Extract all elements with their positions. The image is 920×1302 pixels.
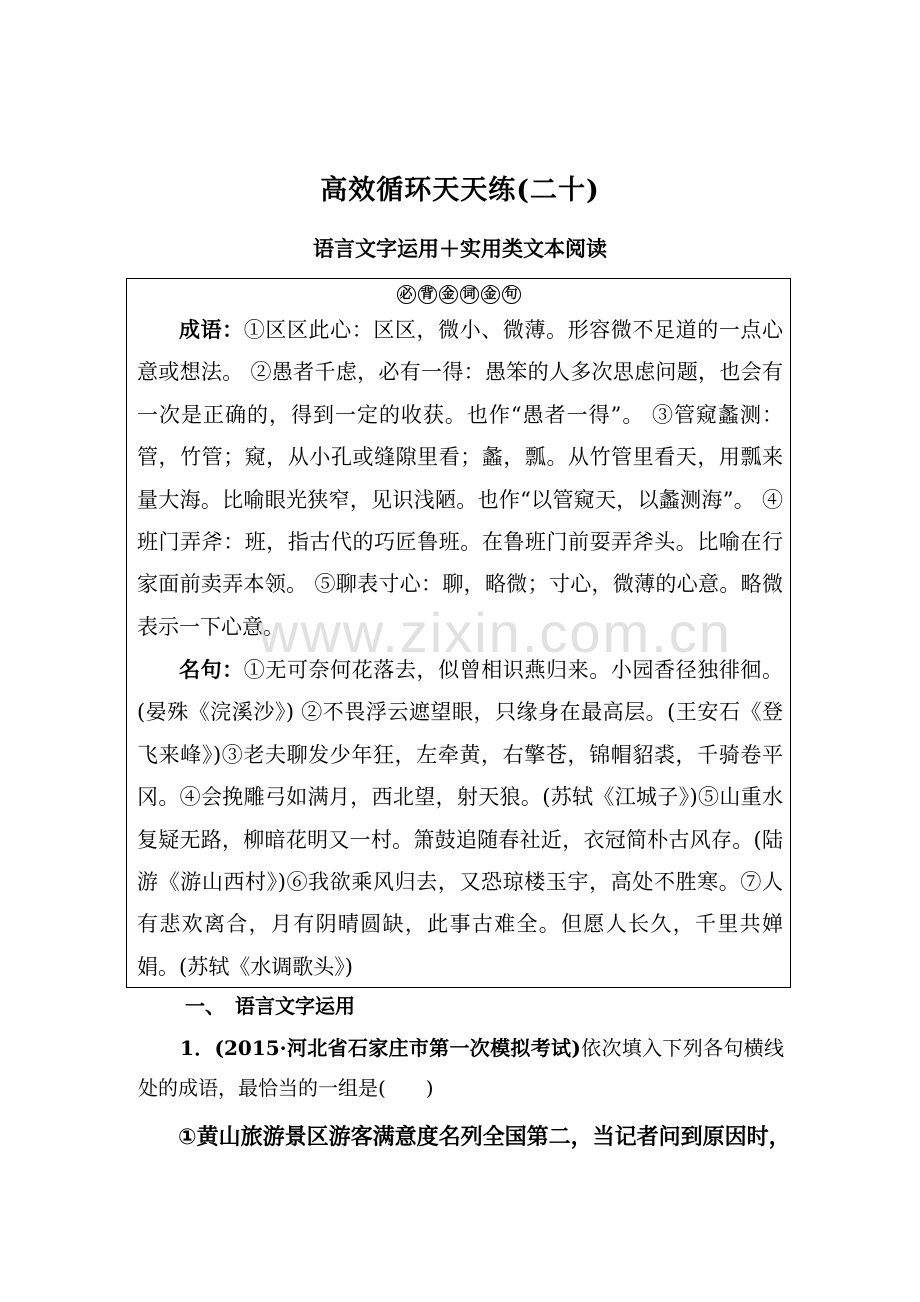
header-char: 必 <box>397 285 416 304</box>
header-char: 词 <box>460 285 479 304</box>
idioms-label: 成语： <box>179 317 244 342</box>
header-char: 金 <box>481 285 500 304</box>
quotes-text: ①无可奈何花落去，似曾相识燕归来。小园香径独徘徊。(晏殊《浣溪沙》) ②不畏浮云遮望眼，只缘身在最高层。(王安石《登飞来峰》)③老夫聊发少年狂，左牵黄，右擎苍，锦帽貂裘，千骑卷平冈。④会挽雕弓如满月，西北望，射天狼。(苏轼《江城子》)⑤山重水复疑无路，柳暗花明又一村。箫鼓追随春社近，衣冠简朴古风存。(陆游《游山西村》)⑥我欲乘风归去，又恐琼楼玉宇，高处不胜寒。⑦人有悲欢离合，月有阴晴圆缺，此事古难全。但愿人长久，千里共婵娟。(苏轼《水调歌头》) <box>137 658 784 979</box>
box-header <box>127 285 790 304</box>
page-title: 高效循环天天练(二十) <box>320 175 600 206</box>
idioms-paragraph <box>137 309 783 648</box>
quotes-label: 名句： <box>179 657 244 682</box>
header-char: 金 <box>439 285 458 304</box>
header-char: 句 <box>502 285 521 304</box>
question-1 <box>138 1028 784 1108</box>
header-char: 背 <box>418 285 437 304</box>
page-subtitle: 语言文字运用＋实用类文本阅读 <box>313 236 607 261</box>
question-1-source: 1．(2015·河北省石家庄市第一次模拟考试) <box>180 1036 581 1060</box>
question-1-text: 依次填入下列各句横线处的成语，最恰当的一组是( ) <box>138 1036 785 1100</box>
quotes-paragraph <box>137 649 783 988</box>
idioms-text: ①区区此心：区区，微小、微薄。形容微不足道的一点心意或想法。 ②愚者千虑，必有一得：愚笨的人多次思虑问题，也会有一次是正确的，得到一定的收获。也作“愚者一得”。 ③管窥蠡测：管，竹管；窥，从小孔或缝隙里看；蠡，瓢。从竹管里看天，用瓢来量大海。比喻眼光狭窄，见识浅陋。也作“以管窥天，以蠡测海”。 ④班门弄斧：班，指古代的巧匠鲁班。在鲁班门前耍弄斧头。比喻在行家面前卖弄本领。 ⑤聊表寸心：聊，略微；寸心，微薄的心意。略微表示一下心意。 <box>137 318 784 639</box>
section-heading: 一、 语言文字运用 <box>185 994 355 1018</box>
watermark: www.zixin.com.cn <box>258 601 732 664</box>
sentence-1: ①黄山旅游景区游客满意度名列全国第二，当记者问到原因时， <box>178 1125 791 1150</box>
